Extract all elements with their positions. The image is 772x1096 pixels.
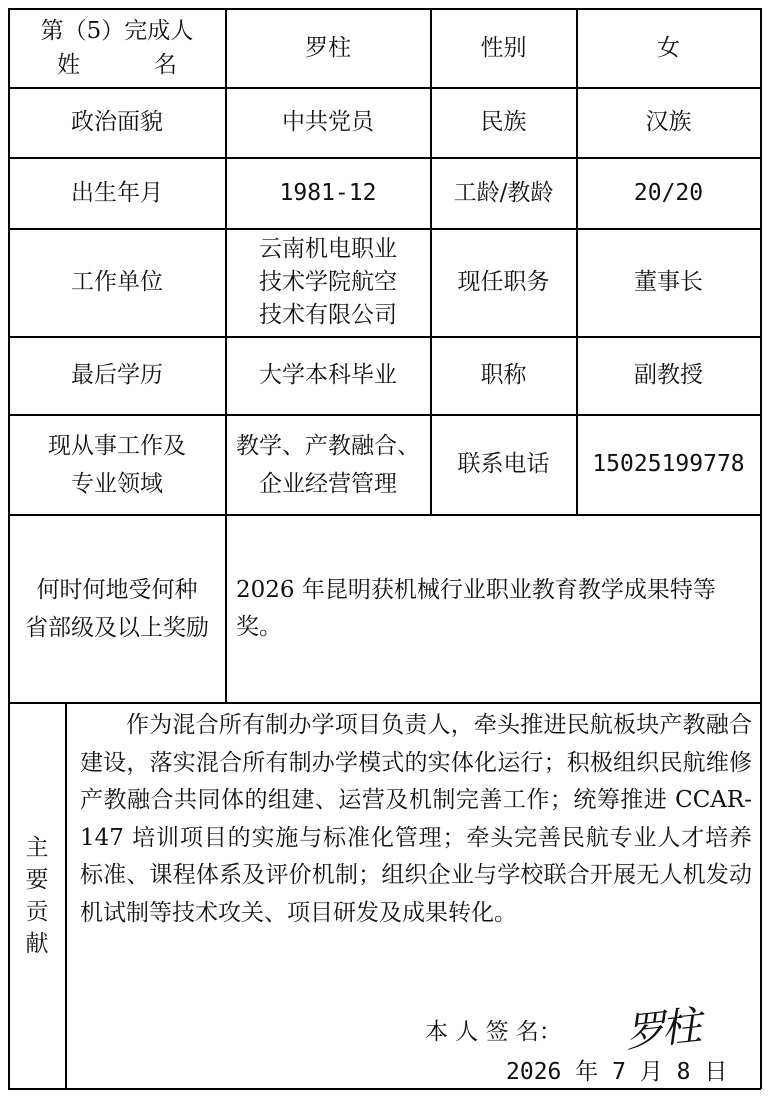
birth-value: 1981-12: [279, 179, 377, 206]
seniority-label: 工龄/教龄: [453, 179, 554, 206]
gender-value: 女: [657, 34, 680, 61]
field-value: 教学、产教融合、 企业经营管理: [236, 432, 420, 497]
political-value: 中共党员: [282, 109, 374, 135]
title-label: 职称: [480, 362, 527, 388]
title-value: 副教授: [634, 362, 703, 388]
award-text: 2026 年昆明获机械行业职业教育教学成果特等奖。: [236, 576, 716, 640]
table-border-right: [760, 8, 762, 1089]
ethnicity-label: 民族: [480, 109, 527, 135]
employer-label: 工作单位: [71, 269, 163, 295]
position-label: 现任职务: [457, 269, 550, 295]
seniority-value: 20/20: [633, 179, 704, 206]
employer-value: 云南机电职业 技术学院航空 技术有限公司: [259, 236, 397, 328]
signature-handwriting: 罗柱: [623, 1003, 700, 1057]
signature-label: 本 人 签 名：: [425, 1019, 562, 1045]
contribution-text: 作为混合所有制办学项目负责人，牵头推进民航板块产教融合建设，落实混合所有制办学模式的实体化运行；积极组织民航维修产教融合共同体的组建、运营及机制完善工作；统筹推进 CCAR-147 培训项目的实施与标准化管理；牵头完善民航专业人才培养标准、课程体系及评价机制；组织企业与学校联合开展无人机发动机试制等技术攻关、项目研发及成果转化。: [80, 712, 752, 926]
col-divider: [65, 702, 67, 1089]
signature-date: 2026 年 7 月 8 日: [506, 1059, 728, 1085]
education-label: 最后学历: [71, 362, 163, 388]
position-value: 董事长: [634, 269, 703, 295]
phone-value: 15025199778: [592, 451, 745, 477]
name-label-cell: [9, 9, 225, 87]
political-label: 政治面貌: [71, 109, 163, 135]
ethnicity-value: 汉族: [645, 109, 692, 135]
birth-label: 出生年月: [71, 179, 163, 206]
phone-label: 联系电话: [457, 451, 550, 477]
gender-label: 性别: [480, 34, 527, 61]
award-label: 何时何地受何种 省部级及以上奖励: [25, 576, 209, 641]
row-divider: [8, 702, 761, 704]
contribution-label: 主 要 贡 献: [25, 834, 49, 957]
table-border-bottom: [8, 1088, 761, 1090]
name-value: 罗柱: [305, 34, 351, 61]
name-label-line1: 第（5）完成人: [40, 18, 194, 44]
name-label-line2: 姓 名: [57, 52, 177, 78]
field-label: 现从事工作及 专业领域: [48, 432, 186, 497]
education-value: 大学本科毕业: [259, 362, 397, 388]
